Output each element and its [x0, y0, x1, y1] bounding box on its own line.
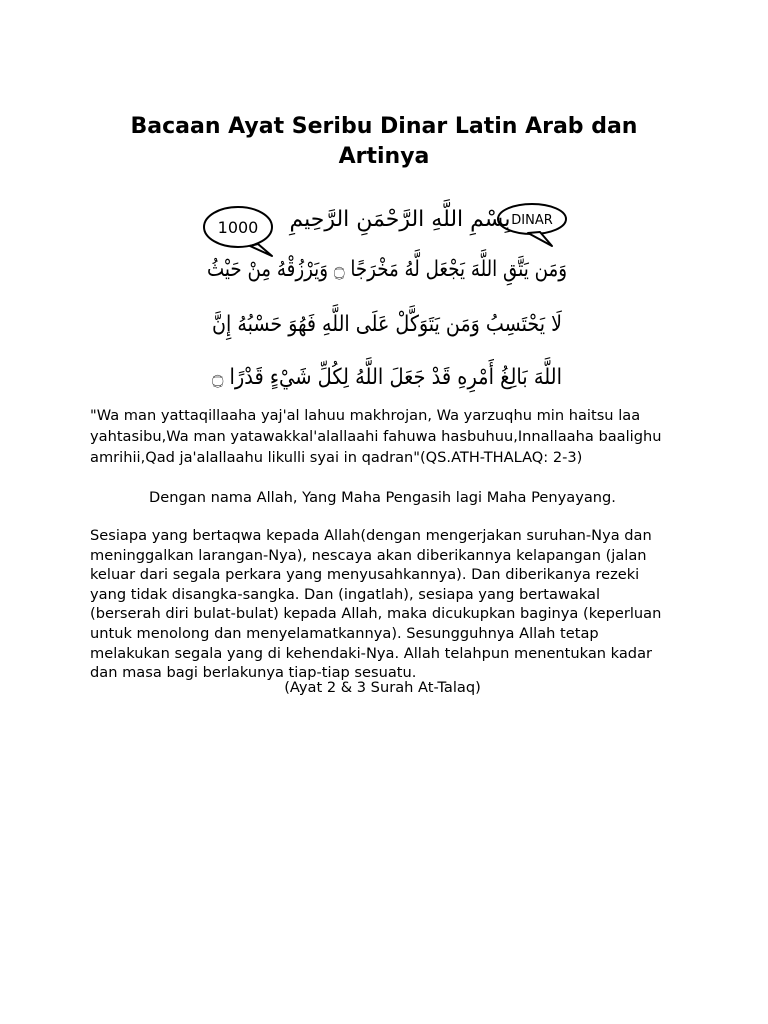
latin-transliteration: "Wa man yattaqillaaha yaj'al lahuu makhrojan, Wa yarzuqhu min haitsu laa yahtasibu,Wa man yatawakkal'alallaahi fahuwa hasbuhuu,Innallaaha baalighu amrihii,Qad ja'alallaahu likulli syai in qadran"(QS.ATH-THALAQ: 2-3) [90, 407, 662, 466]
badge-dinar-text: DINAR [511, 213, 553, 228]
arabic-verse-line-3: اللَّهَ بَالِغُ أَمْرِهِ قَدْ جَعَلَ اللَّهُ لِكُلِّ شَيْءٍ قَدْرًا ۝ [212, 365, 608, 390]
arabic-verse-line-2: لَا يَحْتَسِبُ وَمَن يَتَوَكَّلْ عَلَى اللَّهِ فَهُوَ حَسْبُهُ إِنَّ [212, 312, 616, 337]
arabic-verse-line-1: وَمَن يَتَّقِ اللَّهَ يَجْعَل لَّهُ مَخْرَجًا ۝ وَيَرْزُقْهُ مِنْ حَيْثُ [207, 257, 614, 282]
document-title: Bacaan Ayat Seribu Dinar Latin Arab dan Artinya [130, 114, 638, 169]
bismillah-translation: Dengan nama Allah, Yang Maha Pengasih lagi Maha Penyayang. [149, 489, 616, 506]
badge-1000-text: 1000 [217, 218, 259, 237]
verse-translation: Sesiapa yang bertaqwa kepada Allah(dengan mengerjakan suruhan-Nya dan meninggalkan larangan-Nya), nescaya akan diberikannya kelapangan (jalan keluar dari segala perkara yang menyusahkannya). Dan diberikanya rezeki yang tidak disangka-sangka. Dan (ingatlah), sesiapa yang bertawakal (berserah diri bulat-bulat) kepada Allah, maka dicukupkan baginya (keperluan untuk menolong dan menyelamatkannya). Sesungguhnya Allah tetap melakukan segala yang di kehendaki-Nya. Allah telahpun menentukan kadar dan masa bagi berlakunya tiap-tiap sesuatu. [90, 527, 662, 682]
arabic-verse-image [200, 196, 616, 404]
verse-reference: (Ayat 2 & 3 Surah At-Talaq) [284, 679, 481, 696]
arabic-bismillah: بِسْمِ اللَّهِ الرَّحْمَنِ الرَّحِيمِ [289, 207, 511, 232]
speech-bubble-1000 [204, 207, 272, 256]
